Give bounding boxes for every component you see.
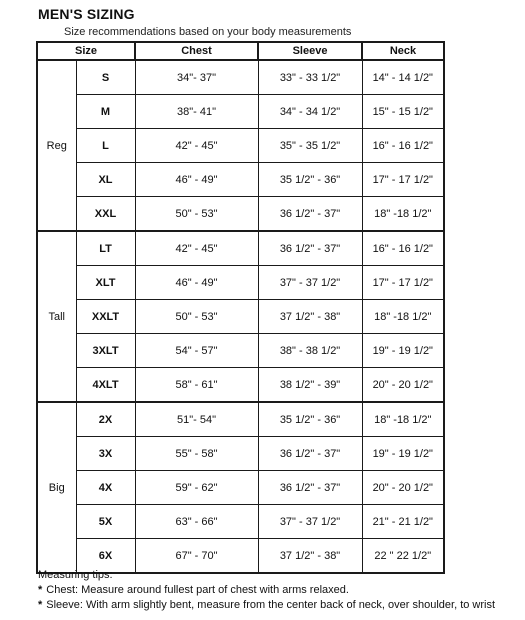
group-label: Reg: [37, 60, 76, 231]
neck-cell: 16" - 16 1/2": [362, 231, 444, 266]
neck-cell: 18" -18 1/2": [362, 197, 444, 232]
sleeve-cell: 36 1/2" - 37": [258, 197, 362, 232]
table-row: [37, 505, 444, 539]
table-row: [37, 231, 444, 266]
sleeve-cell: 38" - 38 1/2": [258, 334, 362, 368]
size-cell: 4X: [76, 471, 135, 505]
size-cell: 4XLT: [76, 368, 135, 403]
size-cell: 6X: [76, 539, 135, 574]
chest-cell: 50" - 53": [135, 300, 258, 334]
neck-cell: 20" - 20 1/2": [362, 471, 444, 505]
size-cell: 5X: [76, 505, 135, 539]
group-label: Tall: [37, 231, 76, 402]
size-cell: 3X: [76, 437, 135, 471]
sleeve-cell: 36 1/2" - 37": [258, 471, 362, 505]
sleeve-cell: 33" - 33 1/2": [258, 60, 362, 95]
tip-chest: [38, 583, 495, 598]
size-cell: XXLT: [76, 300, 135, 334]
header-sleeve: Sleeve: [258, 42, 362, 60]
sleeve-cell: 37" - 37 1/2": [258, 266, 362, 300]
table-row: [37, 95, 444, 129]
size-cell: XXL: [76, 197, 135, 232]
chest-cell: 50" - 53": [135, 197, 258, 232]
chest-cell: 46" - 49": [135, 266, 258, 300]
tip-sleeve: [38, 598, 495, 613]
neck-cell: 20" - 20 1/2": [362, 368, 444, 403]
chest-cell: 51"- 54": [135, 402, 258, 437]
table-row: [37, 197, 444, 232]
size-cell: XLT: [76, 266, 135, 300]
sleeve-cell: 36 1/2" - 37": [258, 231, 362, 266]
table-row: [37, 402, 444, 437]
table-body: [37, 60, 444, 573]
table-row: [37, 266, 444, 300]
sleeve-cell: 37" - 37 1/2": [258, 505, 362, 539]
table-row: [37, 368, 444, 403]
neck-cell: 19" - 19 1/2": [362, 437, 444, 471]
neck-cell: 17" - 17 1/2": [362, 266, 444, 300]
chest-cell: 42" - 45": [135, 231, 258, 266]
table-row: [37, 163, 444, 197]
table-row: [37, 60, 444, 95]
size-cell: XL: [76, 163, 135, 197]
chest-cell: 58" - 61": [135, 368, 258, 403]
chest-cell: 38"- 41": [135, 95, 258, 129]
header-size: Size: [37, 42, 135, 60]
neck-cell: 21" - 21 1/2": [362, 505, 444, 539]
chest-cell: 67" - 70": [135, 539, 258, 574]
header-neck: Neck: [362, 42, 444, 60]
chest-cell: 55" - 58": [135, 437, 258, 471]
sleeve-cell: 36 1/2" - 37": [258, 437, 362, 471]
neck-cell: 15" - 15 1/2": [362, 95, 444, 129]
table-row: [37, 129, 444, 163]
chest-cell: 59" - 62": [135, 471, 258, 505]
neck-cell: 19" - 19 1/2": [362, 334, 444, 368]
table-row: [37, 300, 444, 334]
measuring-tips: [38, 568, 495, 613]
group-label: Big: [37, 402, 76, 573]
chest-cell: 63" - 66": [135, 505, 258, 539]
neck-cell: 17" - 17 1/2": [362, 163, 444, 197]
tips-heading: Measuring tips:: [38, 569, 113, 581]
table-row: [37, 471, 444, 505]
sleeve-cell: 35 1/2" - 36": [258, 163, 362, 197]
size-cell: M: [76, 95, 135, 129]
chest-cell: 42" - 45": [135, 129, 258, 163]
header-chest: Chest: [135, 42, 258, 60]
size-cell: S: [76, 60, 135, 95]
page-title: MEN'S SIZING: [38, 6, 135, 22]
neck-cell: 18" -18 1/2": [362, 300, 444, 334]
tip-text: Sleeve: With arm slightly bent, measure from the center back of neck, over shoulder, to wrist: [46, 599, 496, 611]
sleeve-cell: 34" - 34 1/2": [258, 95, 362, 129]
page-subtitle: Size recommendations based on your body measurements: [64, 26, 352, 38]
neck-cell: 22 " 22 1/2": [362, 539, 444, 574]
neck-cell: 16" - 16 1/2": [362, 129, 444, 163]
sleeve-cell: 37 1/2" - 38": [258, 300, 362, 334]
sleeve-cell: 35 1/2" - 36": [258, 402, 362, 437]
neck-cell: 18" -18 1/2": [362, 402, 444, 437]
table-header-row: [37, 42, 444, 60]
sizing-table: [36, 41, 445, 574]
sleeve-cell: 37 1/2" - 38": [258, 539, 362, 574]
tip-text: Chest: Measure around fullest part of chest with arms relaxed.: [46, 584, 349, 596]
chest-cell: 34"- 37": [135, 60, 258, 95]
chest-cell: 54" - 57": [135, 334, 258, 368]
sleeve-cell: 35" - 35 1/2": [258, 129, 362, 163]
table-row: [37, 334, 444, 368]
tip-bullet: *: [38, 584, 43, 596]
chest-cell: 46" - 49": [135, 163, 258, 197]
table-row: [37, 437, 444, 471]
neck-cell: 14" - 14 1/2": [362, 60, 444, 95]
size-cell: 3XLT: [76, 334, 135, 368]
size-cell: LT: [76, 231, 135, 266]
sleeve-cell: 38 1/2" - 39": [258, 368, 362, 403]
size-cell: L: [76, 129, 135, 163]
tip-bullet: *: [38, 599, 43, 611]
size-cell: 2X: [76, 402, 135, 437]
